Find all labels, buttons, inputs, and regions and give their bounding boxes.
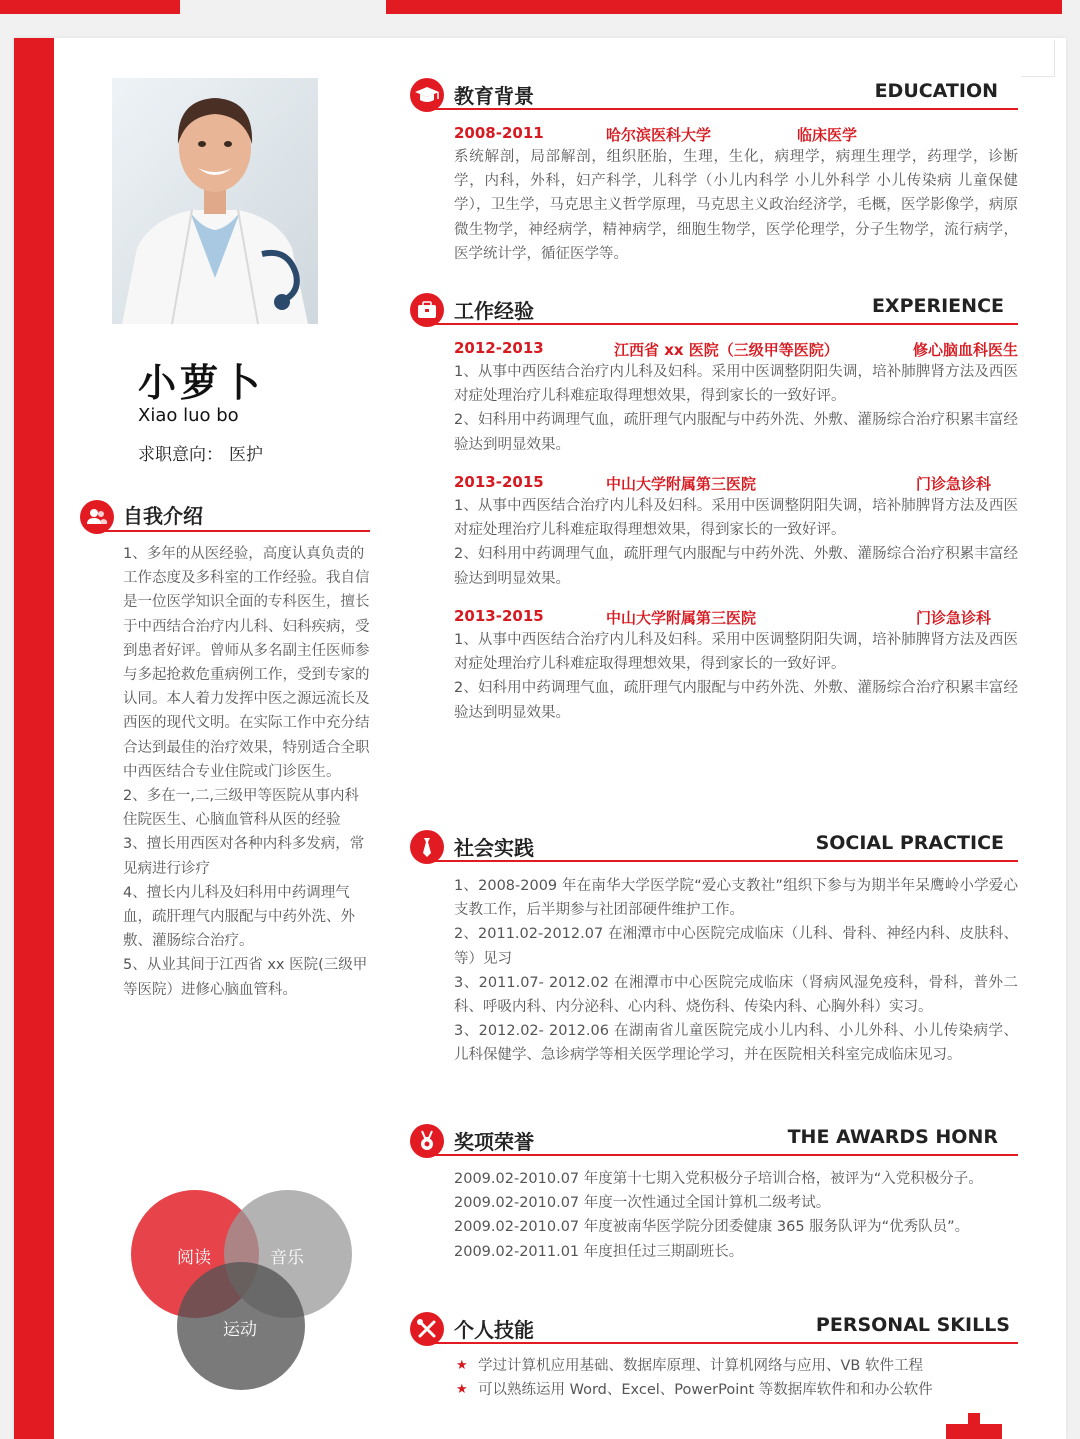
profile-photo	[112, 78, 318, 324]
intro-paragraph-5: 5、从业其间于江西省 xx 医院(三级甲等医院）进修心脑血管科。	[123, 957, 368, 998]
job-1-period: 2012-2013	[454, 339, 544, 357]
job-3-period: 2013-2015	[454, 607, 544, 625]
job-1-desc	[454, 360, 1018, 457]
intro-paragraph-1: 1、多年的从医经验，高度认真负责的工作态度及多科室的工作经验。我自信是一位医学知识全面的专科医生，擅长于中西结合治疗内儿科、妇科疾病，受到患者好评。曾师从多名副主任医师参与多起抢救危重病例工作，受到专家的认同。本人着力发挥中医之源远流长及西医的现代文明。在实际工作中充分结合达到最佳的治疗效果，特别适合全职中西医结合专业住院或门诊医生。	[123, 546, 370, 780]
award-item-4: 2009.02-2011.01 年度担任过三期副班长。	[454, 1243, 744, 1260]
user-group-icon	[80, 500, 114, 534]
hobby-sports-label: 运动	[223, 1320, 257, 1340]
job-1-line-2: 2、妇科用中药调理气血，疏肝理气内服配与中药外洗、外敷、灌肠综合治疗积累丰富经验达到明显效果。	[454, 412, 1018, 453]
award-item-2: 2009.02-2010.07 年度一次性通过全国计算机二级考试。	[454, 1195, 831, 1212]
job-1-role: 修心脑血科医生	[912, 341, 1018, 359]
briefcase-icon	[410, 293, 444, 327]
education-major: 临床医学	[797, 126, 858, 144]
star-icon: ★	[456, 1382, 468, 1397]
left-red-strip	[14, 38, 54, 1439]
intro-paragraph-3: 3、擅长用西医对各种内科多发病，常见病进行诊疗	[123, 836, 365, 877]
intro-paragraph-2: 2、多在一,二,三级甲等医院从事内科住院医生、心脑血管科从医的经验	[123, 788, 359, 829]
job-2-header	[454, 473, 1018, 495]
top-bar-right	[386, 0, 1062, 14]
social-item-4: 3、2012.02- 2012.06 在湖南省儿童医院完成小儿内科、小儿外科、小儿传染病学、儿科保健学、急诊病学等相关医学理论学习，并在医院相关科室完成临床见习。	[454, 1023, 1018, 1064]
job-2-line-2: 2、妇科用中药调理气血，疏肝理气内服配与中药外洗、外敷、灌肠综合治疗积累丰富经验达到明显效果。	[454, 546, 1018, 587]
candidate-name: 小萝卜	[138, 361, 265, 405]
education-header	[454, 124, 1018, 146]
skills-divider	[430, 1342, 1018, 1344]
awards-items	[454, 1167, 1018, 1264]
job-3-role: 门诊急诊科	[916, 609, 992, 627]
awards-divider	[430, 1154, 1018, 1156]
hobbies-venn	[120, 1180, 370, 1400]
job-3-line-2: 2、妇科用中药调理气血，疏肝理气内服配与中药外洗、外敷、灌肠综合治疗积累丰富经验达到明显效果。	[454, 680, 1018, 721]
page-corner	[1022, 40, 1055, 77]
job-1-org: 江西省 xx 医院（三级甲等医院）	[614, 341, 839, 359]
hobby-reading-label: 阅读	[177, 1248, 211, 1268]
skills-list	[454, 1354, 1034, 1402]
job-intent	[138, 440, 263, 465]
job-3-line-1: 1、从事中西医结合治疗内儿科及妇科。采用中医调整阴阳失调，培补肺脾肾方法及西医对症处理治疗儿科难症取得理想效果，得到家长的一致好评。	[454, 632, 1018, 673]
job-2-desc	[454, 494, 1018, 591]
intro-text	[123, 542, 373, 1002]
intro-divider	[100, 530, 370, 532]
skill-item-2: ★ 可以熟练运用 Word、Excel、PowerPoint 等数据库软件和和办公软件	[454, 1378, 1034, 1402]
intro-paragraph-4: 4、擅长内儿科及妇科用中药调理气血，疏肝理气内服配与中药外洗、外敷、灌肠综合治疗。	[123, 884, 355, 950]
job-2-org: 中山大学附属第三医院	[606, 475, 757, 493]
education-title: 教育背景	[454, 84, 534, 108]
skills-title-en: PERSONAL SKILLS	[815, 1314, 1010, 1336]
award-item-3: 2009.02-2010.07 年度被南华医学院分团委健康 365 服务队评为“优秀队员”。	[454, 1219, 970, 1236]
intro-title: 自我介绍	[123, 504, 203, 528]
award-item-1: 2009.02-2010.07 年度第十七期入党积极分子培训合格，被评为“入党积极分子。	[454, 1171, 983, 1187]
education-courses: 系统解剖，局部解剖，组织胚胎，生理，生化，病理学，病理生理学，药理学，诊断学，内科，外科，妇产科学，儿科学（小儿内科学 小儿外科学 小儿传染病 儿童保健学），卫生学，马克思主义哲学原理，马克思主义政治经济学，毛概，医学影像学，病原微生物学，神经病学，精神病学，细胞生物学，医学伦理学，分子生物学，流行病学，医学统计学，循征医学等。	[454, 149, 1018, 262]
social-item-2: 2、2011.02-2012.07 在湘潭市中心医院完成临床（儿科、骨科、神经内科、皮肤科、等）见习	[454, 926, 1018, 967]
skill-item-1: ★ 学过计算机应用基础、数据库原理、计算机网络与应用、VB 软件工程	[454, 1354, 1034, 1378]
candidate-pinyin: Xiao luo bo	[138, 405, 239, 426]
social-item-3: 3、2011.07- 2012.02 在湘潭市中心医院完成临床（肾病风湿免疫科，骨科，普外二科、呼吸内科、内分泌科、心内科、烧伤科、传染内科、心胸外科）实习。	[454, 974, 1018, 1016]
job-3-org: 中山大学附属第三医院	[606, 609, 757, 627]
job-intent-label: 求职意向：	[138, 445, 223, 465]
medal-icon	[410, 1124, 444, 1158]
skills-title: 个人技能	[454, 1318, 534, 1342]
tools-icon	[410, 1312, 444, 1346]
job-1-header	[454, 339, 1018, 361]
hobby-music-label: 音乐	[270, 1248, 304, 1268]
job-2-line-1: 1、从事中西医结合治疗内儿科及妇科。采用中医调整阴阳失调，培补肺脾肾方法及西医对症处理治疗儿科难症取得理想效果，得到家长的一致好评。	[454, 498, 1018, 539]
job-intent-value: 医护	[229, 445, 263, 465]
bottom-cross-horizontal	[946, 1424, 1002, 1439]
star-icon: ★	[456, 1358, 468, 1373]
job-3-desc	[454, 628, 1018, 725]
job-3-header	[454, 607, 1018, 629]
social-title: 社会实践	[454, 836, 534, 860]
experience-title: 工作经验	[454, 299, 534, 323]
experience-title-en: EXPERIENCE	[871, 295, 1004, 317]
experience-divider	[430, 323, 1018, 325]
top-bar-left	[0, 0, 180, 14]
education-period: 2008-2011	[454, 124, 544, 142]
job-2-period: 2013-2015	[454, 473, 544, 491]
social-items	[454, 874, 1018, 1068]
social-title-en: SOCIAL PRACTICE	[815, 832, 1004, 854]
awards-title: 奖项荣誉	[454, 1130, 534, 1154]
awards-title-en: THE AWARDS HONR	[787, 1126, 998, 1148]
education-title-en: EDUCATION	[874, 80, 998, 102]
graduation-cap-icon	[410, 78, 444, 112]
job-1-line-1: 1、从事中西医结合治疗内儿科及妇科。采用中医调整阴阳失调，培补肺脾肾方法及西医对症处理治疗儿科难症取得理想效果，得到家长的一致好评。	[454, 364, 1018, 405]
job-2-role: 门诊急诊科	[916, 475, 992, 493]
social-divider	[430, 860, 1018, 862]
tie-icon	[410, 830, 444, 864]
education-divider	[430, 108, 1018, 110]
social-item-1: 1、2008-2009 年在南华大学医学院“爱心支教社”组织下参与为期半年呆鹰岭小学爱心支教工作，后半期参与社团部硬件维护工作。	[454, 878, 1018, 919]
education-school: 哈尔滨医科大学	[606, 126, 712, 144]
